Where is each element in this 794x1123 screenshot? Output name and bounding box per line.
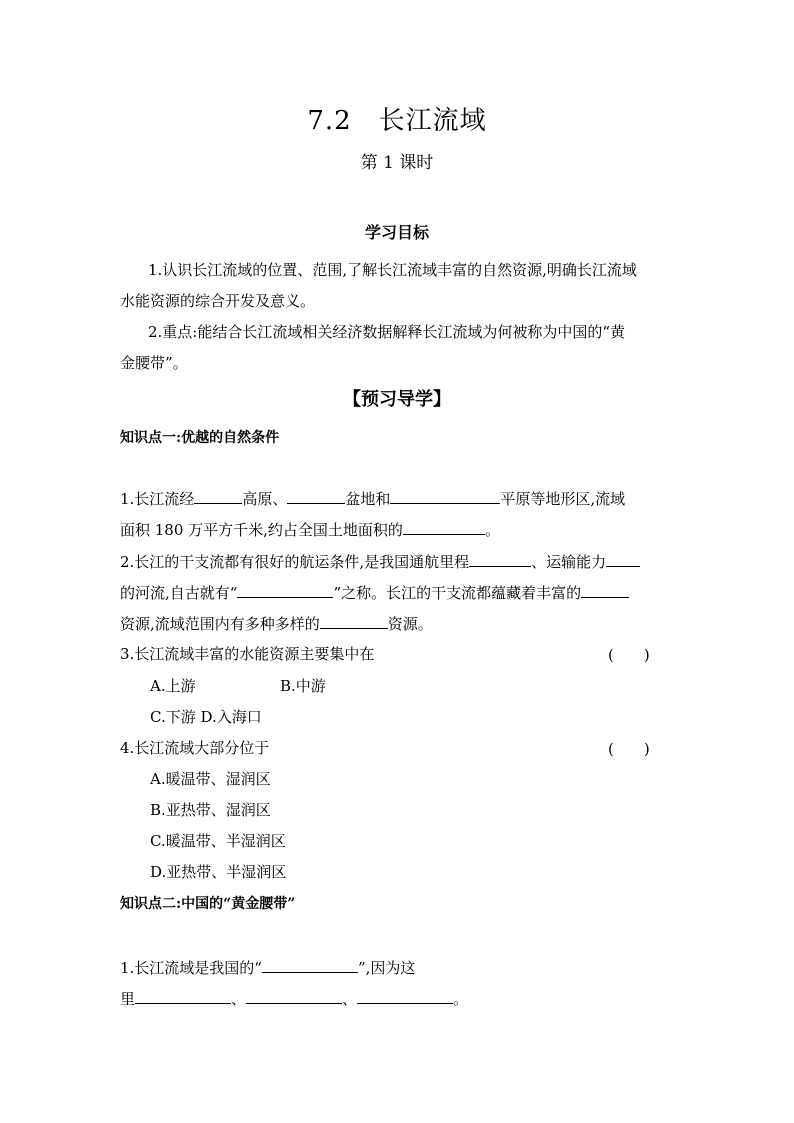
kp1-question-1-line-2 [120,519,500,540]
answer-blank[interactable] [606,551,640,567]
text-segment: ”,因为这 [357,959,416,977]
answer-blank[interactable] [262,957,358,973]
text-segment: 高原、 [242,490,288,508]
text-segment: 、 [342,990,358,1008]
lesson-subtitle: 第 1 课时 [360,153,434,173]
answer-blank[interactable] [237,582,333,598]
kp1-question-2-line-2 [120,582,629,603]
text-segment: 里 [120,990,136,1008]
goal-2-line-1: 2.重点:能结合长江流域相关经济数据解释长江流域为何被称为中国的“黄 [148,323,626,341]
answer-parentheses[interactable]: ( ) [608,740,650,758]
answer-blank[interactable] [357,988,453,1004]
answer-blank[interactable] [390,488,500,504]
kp1-question-1-line-1 [120,488,625,509]
option-c[interactable]: C.暖温带、半湿润区 [150,832,286,850]
text-segment: 、运输能力 [531,553,607,571]
kp2-question-1-line-2 [120,988,468,1009]
preview-heading: 【预习导学】 [343,389,451,410]
text-segment: 面积 180 万平方千米,约占全国土地面积的 [120,521,403,539]
knowledge-point-1-heading: 知识点一:优越的自然条件 [120,430,280,446]
option-a[interactable]: A.暖温带、湿润区 [150,770,271,788]
kp1-question-2-line-1 [120,551,640,572]
text-segment: 。 [453,990,469,1008]
answer-blank[interactable] [194,488,242,504]
answer-blank[interactable] [320,613,388,629]
text-segment: 平原等地形区,流域 [500,490,626,508]
kp1-question-4-stem: 4.长江流域大部分位于 [120,739,270,757]
goal-2-line-2: 金腰带”。 [120,354,188,372]
knowledge-point-2-heading: 知识点二:中国的“黄金腰带” [120,896,296,912]
answer-blank[interactable] [246,988,342,1004]
option-b[interactable]: B.亚热带、湿润区 [150,801,271,819]
option-a[interactable]: A.上游 [150,677,196,695]
goal-1-line-1: 1.认识长江流域的位置、范围,了解长江流域丰富的自然资源,明确长江流域 [148,261,637,279]
text-segment: 1.长江流经 [120,490,195,508]
text-segment: 资源,流域范围内有多种多样的 [120,615,320,633]
text-segment: ”之称。长江的干支流都蕴藏着丰富的 [333,584,582,602]
option-c-d[interactable]: C.下游 D.入海口 [150,708,262,726]
goal-1-line-2: 水能资源的综合开发及意义。 [120,292,316,310]
text-segment: 、 [231,990,247,1008]
option-d[interactable]: D.亚热带、半湿润区 [150,863,287,881]
answer-blank[interactable] [135,988,231,1004]
kp1-question-3-stem: 3.长江流域丰富的水能资源主要集中在 [120,645,375,663]
answer-blank[interactable] [287,488,345,504]
answer-parentheses[interactable]: ( ) [608,646,650,664]
text-segment: 1.长江流域是我国的“ [120,959,262,977]
text-segment: 。 [484,521,500,539]
answer-blank[interactable] [581,582,629,598]
kp1-question-2-line-3 [120,613,433,634]
kp2-question-1-line-1 [120,957,415,978]
page-title: 7.2 长江流域 [307,106,487,136]
text-segment: 的河流,自古就有“ [120,584,238,602]
goals-heading: 学习目标 [364,223,429,242]
text-segment: 盆地和 [345,490,391,508]
answer-blank[interactable] [469,551,531,567]
text-segment: 2.长江的干支流都有很好的航运条件,是我国通航里程 [120,553,470,571]
answer-blank[interactable] [403,519,485,535]
text-segment: 资源。 [387,615,433,633]
option-b[interactable]: B.中游 [280,677,326,695]
